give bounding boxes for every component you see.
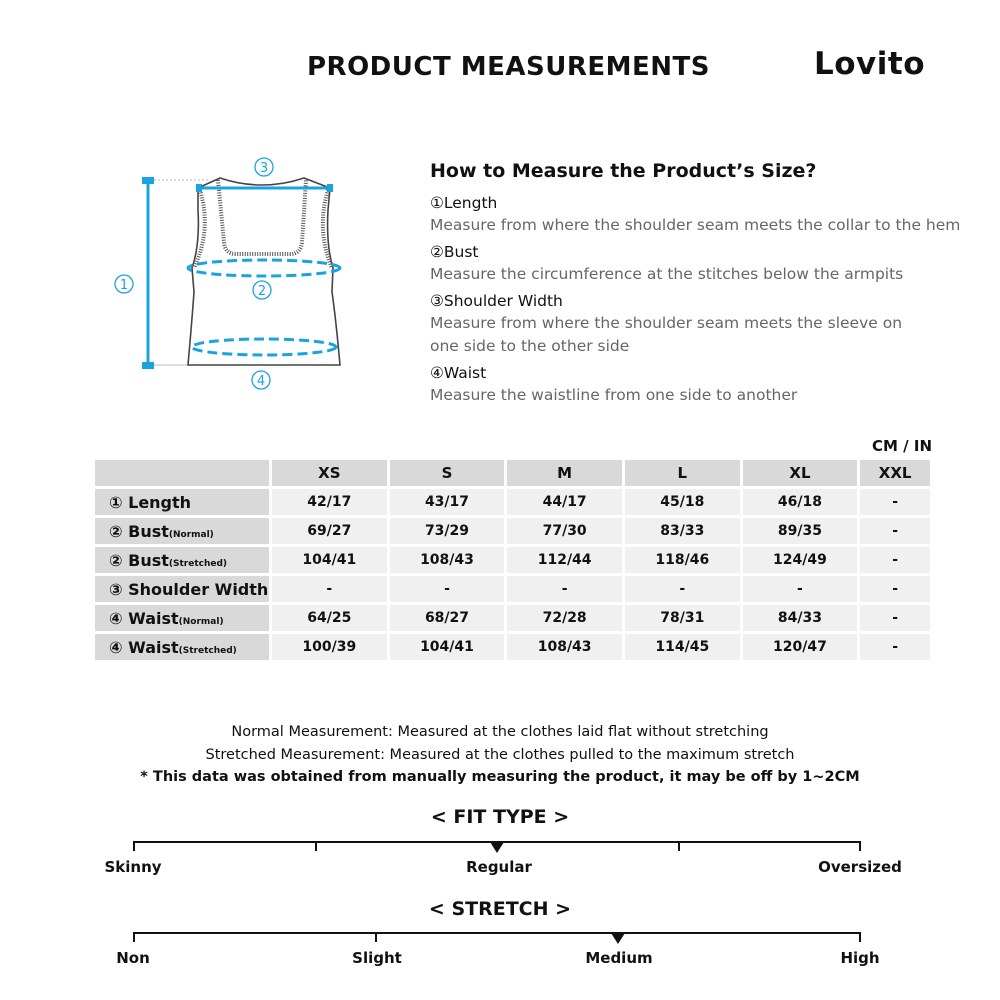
table-cell: 64/25 <box>272 605 387 631</box>
row-label <box>95 634 269 660</box>
stretch-line <box>133 932 861 934</box>
measure-name: ③Shoulder Width <box>430 292 563 310</box>
how-to-measure-section <box>430 160 970 411</box>
row-label-text: ③ Shoulder Width <box>109 579 269 599</box>
stretch-label-non: Non <box>116 949 150 967</box>
how-to-measure-title: How to Measure the Product’s Size? <box>430 160 817 182</box>
tank-top-illustration <box>100 150 360 400</box>
table-header-cell: XXL <box>860 460 930 486</box>
table-cell: 104/41 <box>390 634 505 660</box>
stretch-label-high: High <box>840 949 880 967</box>
table-cell: - <box>625 576 740 602</box>
note-normal: Normal Measurement: Measured at the clothes laid flat without stretching <box>231 724 769 740</box>
table-cell: - <box>860 605 930 631</box>
table-cell: 124/49 <box>743 547 858 573</box>
measure-description: Measure the circumference at the stitches below the armpits <box>430 265 904 283</box>
measure-name: ④Waist <box>430 364 487 382</box>
table-row <box>95 634 930 660</box>
table-cell: 69/27 <box>272 518 387 544</box>
table-header-cell <box>95 460 269 486</box>
table-header-cell: M <box>507 460 622 486</box>
measure-description: Measure from where the shoulder seam meets the sleeve on one side to the other side <box>430 314 903 355</box>
svg-text:3: 3 <box>259 161 269 176</box>
fit-type-tick <box>315 841 317 851</box>
table-cell: 72/28 <box>507 605 622 631</box>
fit-label-regular: Regular <box>466 858 532 876</box>
stretch-tick <box>859 932 861 942</box>
stretch-tick <box>375 932 377 942</box>
measure-description: Measure from where the shoulder seam meets the collar to the hem <box>430 216 961 234</box>
row-label <box>95 576 269 602</box>
table-cell: - <box>507 576 622 602</box>
measure-description: Measure the waistline from one side to another <box>430 386 798 404</box>
length-cap-bottom <box>142 362 154 369</box>
table-cell: 45/18 <box>625 489 740 515</box>
row-label <box>95 489 269 515</box>
measure-item-length <box>430 192 970 237</box>
fit-type-title: < FIT TYPE > <box>430 806 570 828</box>
fit-type-tick <box>859 841 861 851</box>
svg-text:4: 4 <box>256 374 266 389</box>
table-cell: - <box>860 547 930 573</box>
row-label-text: ① Length <box>109 492 192 512</box>
table-cell: 83/33 <box>625 518 740 544</box>
svg-text:2: 2 <box>257 284 267 299</box>
row-label-text: ② Bust <box>109 550 169 570</box>
row-label-text: ② Bust <box>109 521 169 541</box>
table-cell: - <box>272 576 387 602</box>
fit-type-tick <box>133 841 135 851</box>
row-label <box>95 518 269 544</box>
fit-type-marker <box>490 842 504 853</box>
table-cell: 112/44 <box>507 547 622 573</box>
stretch-label-slight: Slight <box>352 949 402 967</box>
table-cell: 118/46 <box>625 547 740 573</box>
row-label-sub: (Stretched) <box>178 645 237 656</box>
row-label <box>95 547 269 573</box>
marker-1 <box>115 275 133 293</box>
table-cell: - <box>860 576 930 602</box>
unit-label: CM / IN <box>872 437 932 455</box>
fit-type-scale <box>100 806 900 896</box>
table-cell: 68/27 <box>390 605 505 631</box>
table-cell: 84/33 <box>743 605 858 631</box>
note-disclaimer: * This data was obtained from manually measuring the product, it may be off by 1~2CM <box>140 769 860 785</box>
table-cell: 77/30 <box>507 518 622 544</box>
table-cell: - <box>860 634 930 660</box>
table-cell: 89/35 <box>743 518 858 544</box>
garment-diagram <box>100 150 360 400</box>
svg-text:1: 1 <box>119 278 129 293</box>
table-cell: 44/17 <box>507 489 622 515</box>
table-row <box>95 547 930 573</box>
table-cell: - <box>743 576 858 602</box>
size-table <box>92 457 933 663</box>
marker-3 <box>255 158 273 176</box>
table-cell: 42/17 <box>272 489 387 515</box>
brand-logo: Lovito <box>814 46 926 82</box>
row-label-text: ④ Waist <box>109 608 179 628</box>
table-cell: 108/43 <box>390 547 505 573</box>
garment-outline <box>188 178 340 365</box>
stretch-tick <box>133 932 135 942</box>
measure-item-waist <box>430 362 970 407</box>
table-cell: 78/31 <box>625 605 740 631</box>
table-header-cell: XS <box>272 460 387 486</box>
table-cell: 100/39 <box>272 634 387 660</box>
table-header-cell: XL <box>743 460 858 486</box>
table-cell: 46/18 <box>743 489 858 515</box>
table-row <box>95 518 930 544</box>
row-label-sub: (Stretched) <box>168 558 228 569</box>
table-cell: 104/41 <box>272 547 387 573</box>
fit-label-oversized: Oversized <box>818 858 902 876</box>
measure-item-shoulder <box>430 290 970 358</box>
stretch-marker <box>611 933 625 944</box>
length-cap-top <box>142 177 154 184</box>
table-cell: 114/45 <box>625 634 740 660</box>
row-label-sub: (Normal) <box>168 529 214 540</box>
page-title: PRODUCT MEASUREMENTS <box>307 52 710 82</box>
fit-label-skinny: Skinny <box>104 858 162 876</box>
marker-4 <box>252 371 270 389</box>
measure-name: ①Length <box>430 194 498 212</box>
table-header-row <box>95 460 930 486</box>
table-cell: 120/47 <box>743 634 858 660</box>
stretch-scale <box>100 898 900 988</box>
table-row <box>95 489 930 515</box>
table-cell: 108/43 <box>507 634 622 660</box>
row-label-sub: (Normal) <box>178 616 224 627</box>
row-label-text: ④ Waist <box>109 637 179 657</box>
table-cell: - <box>860 489 930 515</box>
table-cell: - <box>860 518 930 544</box>
row-label <box>95 605 269 631</box>
table-row <box>95 576 930 602</box>
table-cell: - <box>390 576 505 602</box>
stretch-label-medium: Medium <box>585 949 653 967</box>
table-header-cell: L <box>625 460 740 486</box>
table-header-cell: S <box>390 460 505 486</box>
fit-type-tick <box>678 841 680 851</box>
measurement-notes <box>0 721 1000 789</box>
table-cell: 43/17 <box>390 489 505 515</box>
stretch-title: < STRETCH > <box>428 898 572 920</box>
measure-item-bust <box>430 241 970 286</box>
marker-2 <box>253 281 271 299</box>
table-row <box>95 605 930 631</box>
note-stretched: Stretched Measurement: Measured at the clothes pulled to the maximum stretch <box>205 746 795 763</box>
measure-name: ②Bust <box>430 243 479 261</box>
table-cell: 73/29 <box>390 518 505 544</box>
